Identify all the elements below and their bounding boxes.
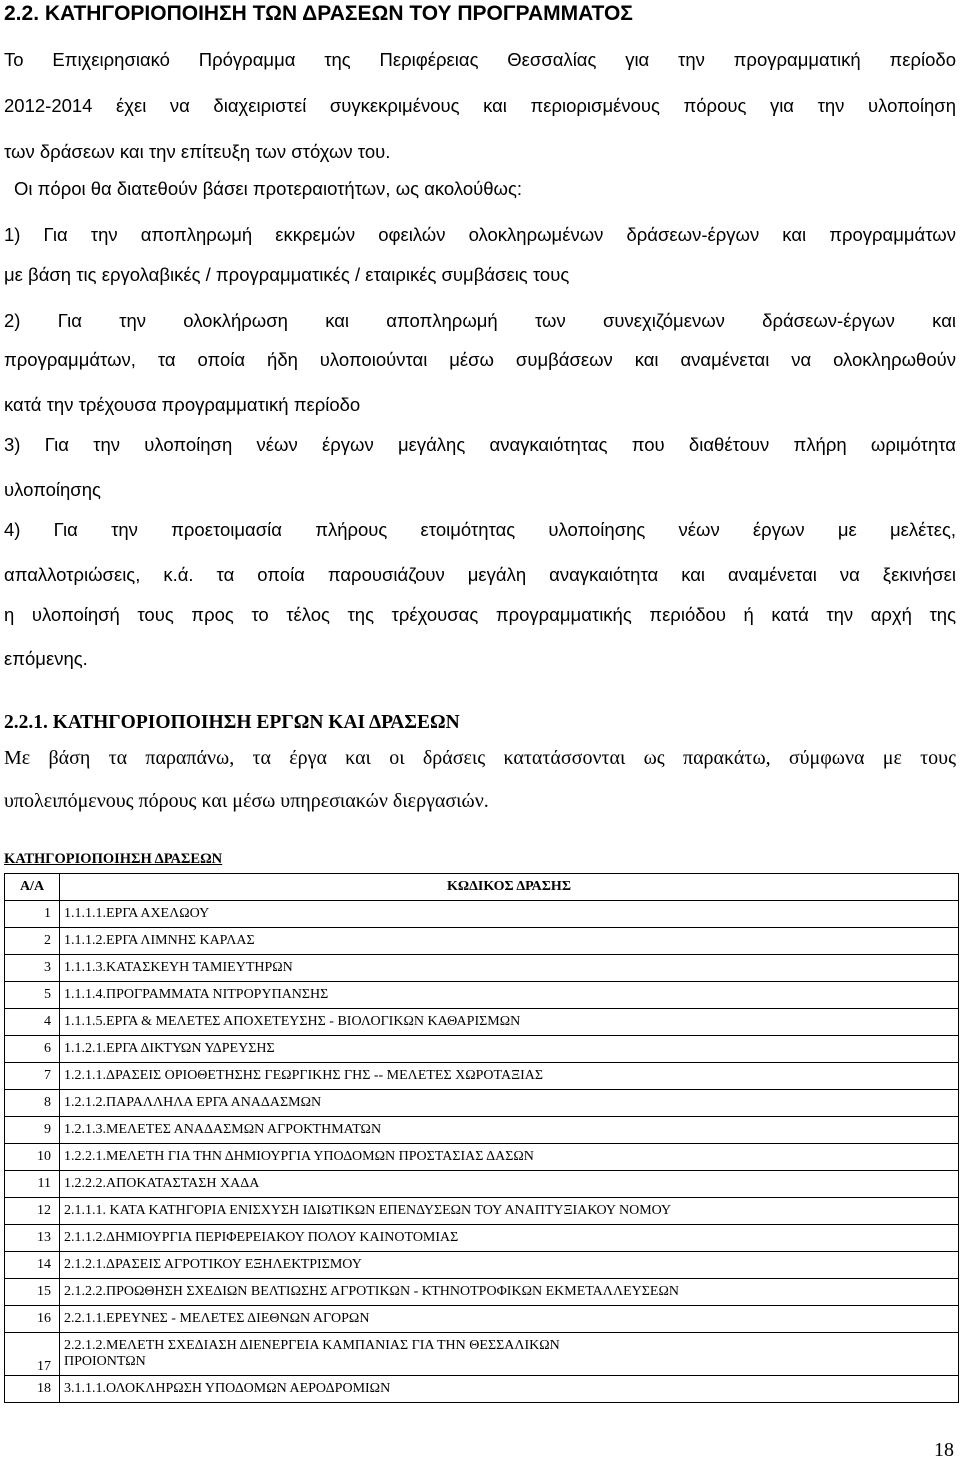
action-code: 1.2.2.2.ΑΠΟΚΑΤΑΣΤΑΣΗ ΧΑΔΑ xyxy=(60,1171,959,1198)
intro-line: 2012-2014 έχει να διαχειριστεί συγκεκριμένους και περιορισμένους πόρους για την υλοποίηση xyxy=(4,95,956,116)
column-header-code: ΚΩΔΙΚΟΣ ΔΡΑΣΗΣ xyxy=(60,874,959,901)
action-code xyxy=(60,1333,959,1376)
action-code: 3.1.1.1.ΟΛΟΚΛΗΡΩΣΗ ΥΠΟΔΟΜΩΝ ΑΕΡΟΔΡΟΜΙΩΝ xyxy=(60,1376,959,1403)
priority-intro: Οι πόροι θα διατεθούν βάσει προτεραιοτήτων, ως ακολούθως: xyxy=(14,178,523,199)
action-code: 1.1.1.2.ΕΡΓΑ ΛΙΜΝΗΣ ΚΑΡΛΑΣ xyxy=(60,928,959,955)
subsection-line: υπολειπόμενους πόρους και μέσω υπηρεσιακών διεργασιών. xyxy=(4,790,489,812)
action-code: 1.1.1.3.ΚΑΤΑΣΚΕΥΗ ΤΑΜΙΕΥΤΗΡΩΝ xyxy=(60,955,959,982)
action-code: 2.2.1.1.ΕΡΕΥΝΕΣ - ΜΕΛΕΤΕΣ ΔΙΕΘΝΩΝ ΑΓΟΡΩΝ xyxy=(60,1306,959,1333)
table-row xyxy=(5,1198,959,1225)
row-number: 17 xyxy=(5,1333,60,1376)
table-row xyxy=(5,1225,959,1252)
page-number: 18 xyxy=(934,1439,954,1461)
table-row xyxy=(5,1306,959,1333)
row-number: 3 xyxy=(5,955,60,982)
priority-line: 4) Για την προετοιμασία πλήρους ετοιμότητας υλοποίησης νέων έργων με μελέτες, xyxy=(4,519,956,540)
section-heading: 2.2. ΚΑΤΗΓΟΡΙΟΠΟΙΗΣΗ ΤΩΝ ΔΡΑΣΕΩΝ ΤΟΥ ΠΡΟΓΡΑΜΜΑΤΟΣ xyxy=(4,2,633,25)
actions-table xyxy=(4,873,959,1403)
action-code: 2.1.2.2.ΠΡΟΩΘΗΣΗ ΣΧΕΔΙΩΝ ΒΕΛΤΙΩΣΗΣ ΑΓΡΟΤΙΚΩΝ - ΚΤΗΝΟΤΡΟΦΙΚΩΝ ΕΚΜΕΤΑΛΛΕΥΣΕΩΝ xyxy=(60,1279,959,1306)
row-number: 4 xyxy=(5,1009,60,1036)
action-code-line: 2.2.1.2.ΜΕΛΕΤΗ ΣΧΕΔΙΑΣΗ ΔΙΕΝΕΡΓΕΙΑ ΚΑΜΠΑΝΙΑΣ ΓΙΑ ΤΗΝ ΘΕΣΣΑΛΙΚΩΝ xyxy=(64,1338,560,1353)
row-number: 16 xyxy=(5,1306,60,1333)
table-row xyxy=(5,1171,959,1198)
priority-line: 2) Για την ολοκλήρωση και αποπληρωμή των συνεχιζόμενων δράσεων-έργων και xyxy=(4,310,956,331)
table-row xyxy=(5,928,959,955)
action-code: 1.1.1.5.ΕΡΓΑ & ΜΕΛΕΤΕΣ ΑΠΟΧΕΤΕΥΣΗΣ - ΒΙΟΛΟΓΙΚΩΝ ΚΑΘΑΡΙΣΜΩΝ xyxy=(60,1009,959,1036)
table-row xyxy=(5,982,959,1009)
priority-line: υλοποίησης xyxy=(4,479,101,500)
table-row xyxy=(5,1063,959,1090)
table-header-row xyxy=(5,874,959,901)
table-row xyxy=(5,955,959,982)
intro-line: Το Επιχειρησιακό Πρόγραμμα της Περιφέρειας Θεσσαλίας για την προγραμματική περίοδο xyxy=(4,49,956,70)
action-code: 1.1.1.4.ΠΡΟΓΡΑΜΜΑΤΑ ΝΙΤΡΟΡΥΠΑΝΣΗΣ xyxy=(60,982,959,1009)
table-row xyxy=(5,1144,959,1171)
row-number: 18 xyxy=(5,1376,60,1403)
action-code-line: ΠΡΟΙΟΝΤΩΝ xyxy=(64,1354,146,1369)
row-number: 8 xyxy=(5,1090,60,1117)
row-number: 12 xyxy=(5,1198,60,1225)
table-row xyxy=(5,1009,959,1036)
table-row xyxy=(5,1036,959,1063)
table-row xyxy=(5,1279,959,1306)
row-number: 11 xyxy=(5,1171,60,1198)
action-code: 1.2.1.3.ΜΕΛΕΤΕΣ ΑΝΑΔΑΣΜΩΝ ΑΓΡΟΚΤΗΜΑΤΩΝ xyxy=(60,1117,959,1144)
table-row xyxy=(5,1333,959,1376)
priority-line: η υλοποίησή τους προς το τέλος της τρέχουσας προγραμματικής περιόδου ή κατά την αρχή της xyxy=(4,604,956,625)
row-number: 14 xyxy=(5,1252,60,1279)
row-number: 6 xyxy=(5,1036,60,1063)
priority-line: κατά την τρέχουσα προγραμματική περίοδο xyxy=(4,394,361,415)
row-number: 1 xyxy=(5,901,60,928)
row-number: 9 xyxy=(5,1117,60,1144)
row-number: 2 xyxy=(5,928,60,955)
row-number: 15 xyxy=(5,1279,60,1306)
action-code: 1.1.1.1.ΕΡΓΑ ΑΧΕΛΩΟΥ xyxy=(60,901,959,928)
table-row xyxy=(5,1117,959,1144)
table-row xyxy=(5,901,959,928)
action-code: 1.1.2.1.ΕΡΓΑ ΔΙΚΤΥΩΝ ΥΔΡΕΥΣΗΣ xyxy=(60,1036,959,1063)
action-code: 2.1.2.1.ΔΡΑΣΕΙΣ ΑΓΡΟΤΙΚΟΥ ΕΞΗΛΕΚΤΡΙΣΜΟΥ xyxy=(60,1252,959,1279)
action-code: 1.2.1.2.ΠΑΡΑΛΛΗΛΑ ΕΡΓΑ ΑΝΑΔΑΣΜΩΝ xyxy=(60,1090,959,1117)
priority-line: 3) Για την υλοποίηση νέων έργων μεγάλης αναγκαιότητας που διαθέτουν πλήρη ωριμότητα xyxy=(4,434,956,455)
action-code: 1.2.2.1.ΜΕΛΕΤΗ ΓΙΑ ΤΗΝ ΔΗΜΙΟΥΡΓΙΑ ΥΠΟΔΟΜΩΝ ΠΡΟΣΤΑΣΙΑΣ ΔΑΣΩΝ xyxy=(60,1144,959,1171)
priority-line: προγραμμάτων, τα οποία ήδη υλοποιούνται μέσω συμβάσεων και αναμένεται να ολοκληρωθούν xyxy=(4,349,956,370)
row-number: 7 xyxy=(5,1063,60,1090)
priority-line: απαλλοτριώσεις, κ.ά. τα οποία παρουσιάζουν μεγάλη αναγκαιότητα και αναμένεται να ξεκινήσει xyxy=(4,564,956,585)
table-row xyxy=(5,1090,959,1117)
table-title: ΚΑΤΗΓΟΡΙΟΠΟΙΗΣΗ ΔΡΑΣΕΩΝ xyxy=(4,851,223,867)
intro-line: των δράσεων και την επίτευξη των στόχων του. xyxy=(4,141,391,162)
action-code: 1.2.1.1.ΔΡΑΣΕΙΣ ΟΡΙΟΘΕΤΗΣΗΣ ΓΕΩΡΓΙΚΗΣ ΓΗΣ -- ΜΕΛΕΤΕΣ ΧΩΡΟΤΑΞΙΑΣ xyxy=(60,1063,959,1090)
action-code: 2.1.1.1. ΚΑΤΑ ΚΑΤΗΓΟΡΙΑ ΕΝΙΣΧΥΣΗ ΙΔΙΩΤΙΚΩΝ ΕΠΕΝΔΥΣΕΩΝ ΤΟΥ ΑΝΑΠΤΥΞΙΑΚΟΥ ΝΟΜΟΥ xyxy=(60,1198,959,1225)
priority-line: επόμενης. xyxy=(4,648,88,669)
priority-line: 1) Για την αποπληρωμή εκκρεμών οφειλών ολοκληρωμένων δράσεων-έργων και προγραμμάτων xyxy=(4,224,956,245)
table-row xyxy=(5,1252,959,1279)
row-number: 13 xyxy=(5,1225,60,1252)
priority-line: με βάση τις εργολαβικές / προγραμματικές / εταιρικές συμβάσεις τους xyxy=(4,264,570,285)
subsection-line: Με βάση τα παραπάνω, τα έργα και οι δράσεις κατατάσσονται ως παρακάτω, σύμφωνα με τους xyxy=(4,747,956,769)
table-row xyxy=(5,1376,959,1403)
row-number: 5 xyxy=(5,982,60,1009)
action-code: 2.1.1.2.ΔΗΜΙΟΥΡΓΙΑ ΠΕΡΙΦΕΡΕΙΑΚΟΥ ΠΟΛΟΥ ΚΑΙΝΟΤΟΜΙΑΣ xyxy=(60,1225,959,1252)
subsection-heading: 2.2.1. ΚΑΤΗΓΟΡΙΟΠΟΙΗΣΗ ΕΡΓΩΝ ΚΑΙ ΔΡΑΣΕΩΝ xyxy=(4,712,460,733)
row-number: 10 xyxy=(5,1144,60,1171)
column-header-aa: Α/Α xyxy=(5,874,60,901)
